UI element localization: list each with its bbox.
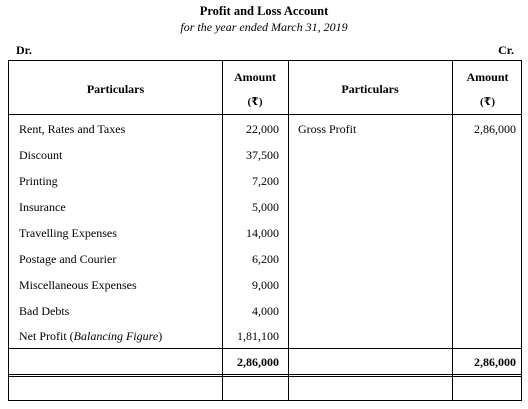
credit-label: Cr. <box>498 43 514 57</box>
total-divider <box>9 374 521 375</box>
header-amount-credit: Amount <box>466 70 509 84</box>
debit-amount: 7,200 <box>252 174 279 188</box>
debit-particular: Bad Debts <box>19 304 70 318</box>
debit-particular: Printing <box>19 174 58 188</box>
credit-total: 2,86,000 <box>474 355 516 369</box>
column-divider <box>288 61 289 400</box>
account-period: for the year ended March 31, 2019 <box>180 20 348 34</box>
profit-loss-table <box>8 60 522 401</box>
debit-amount: 4,000 <box>252 304 279 318</box>
header-particulars-debit: Particulars <box>86 82 145 96</box>
total-divider <box>9 376 521 377</box>
debit-amount: 6,200 <box>252 252 279 266</box>
debit-particular: Postage and Courier <box>19 252 117 266</box>
debit-particular: Miscellaneous Expenses <box>19 278 137 292</box>
debit-particular: Discount <box>19 148 63 162</box>
net-profit-label-end: ) <box>158 329 163 343</box>
debit-amount: 1,81,100 <box>237 329 279 343</box>
account-title: Profit and Loss Account <box>199 4 329 18</box>
debit-amount: 14,000 <box>246 226 279 240</box>
header-currency-credit: (₹) <box>480 96 495 108</box>
debit-label: Dr. <box>16 43 32 57</box>
debit-particular: Travelling Expenses <box>19 226 117 240</box>
header-divider <box>9 114 521 115</box>
debit-particular: Rent, Rates and Taxes <box>19 122 126 136</box>
debit-particular <box>19 329 162 344</box>
total-divider <box>9 348 521 349</box>
debit-amount: 5,000 <box>252 200 279 214</box>
credit-amount: 2,86,000 <box>474 122 516 136</box>
column-divider <box>452 61 453 400</box>
header-particulars-credit: Particulars <box>341 82 399 96</box>
credit-particular: Gross Profit <box>298 122 357 136</box>
debit-total: 2,86,000 <box>237 355 279 369</box>
debit-amount: 37,500 <box>246 148 279 162</box>
header-currency-debit: (₹) <box>247 96 263 108</box>
balancing-figure-label: Balancing Figure <box>73 329 159 343</box>
debit-amount: 22,000 <box>246 122 279 136</box>
header-amount-debit: Amount <box>233 70 276 84</box>
debit-amount: 9,000 <box>252 278 279 292</box>
debit-particular: Insurance <box>19 200 66 214</box>
net-profit-label: Net Profit ( <box>19 329 74 343</box>
